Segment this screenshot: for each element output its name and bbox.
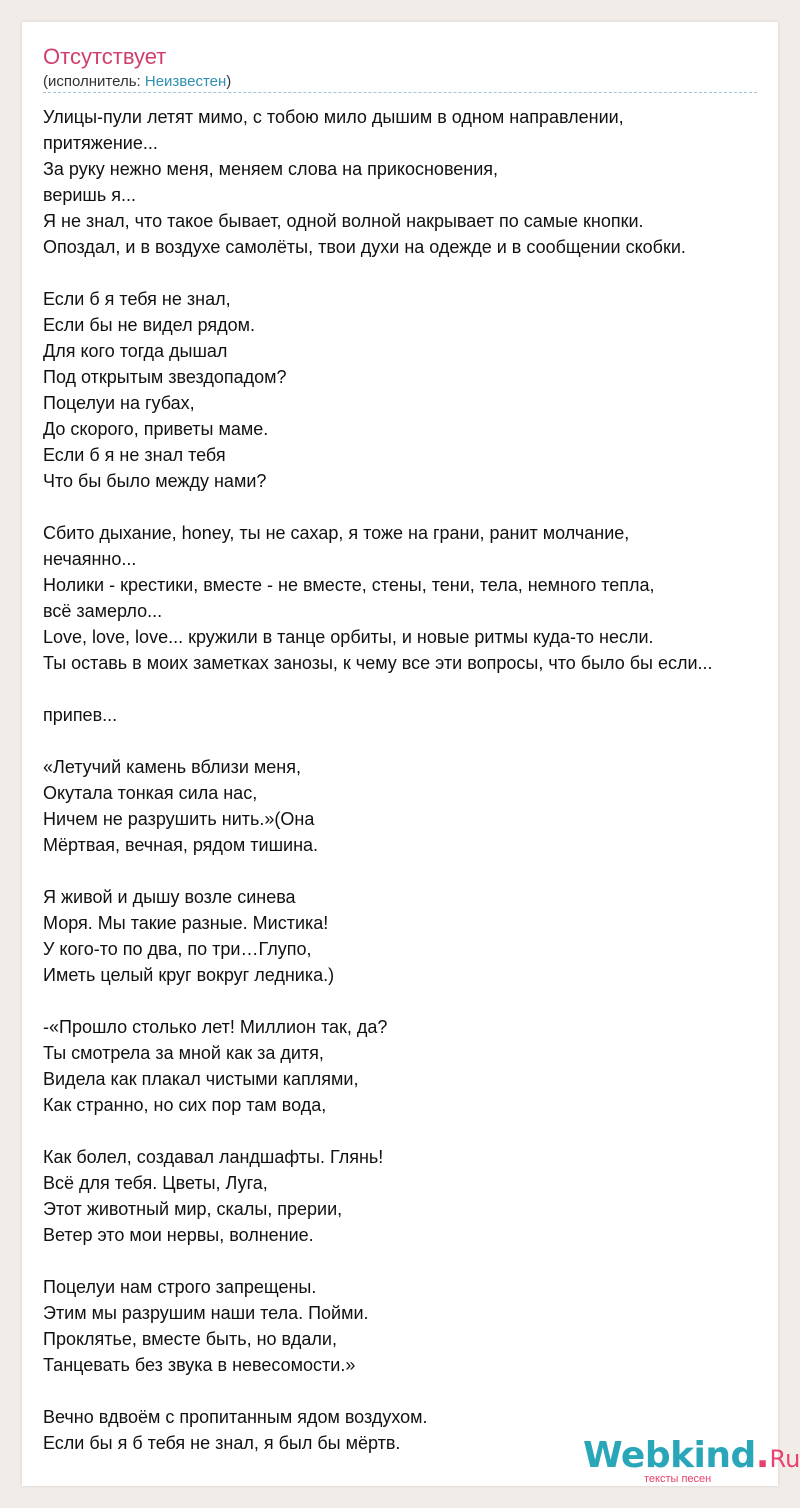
- lyrics-line: Окутала тонкая сила нас,: [43, 783, 258, 803]
- lyrics-line: Проклятье, вместе быть, но вдали,: [43, 1329, 337, 1349]
- lyrics-blank-line: [43, 260, 713, 286]
- lyrics-line: Если б я тебя не знал,: [43, 289, 231, 309]
- lyrics-line: Как болел, создавал ландшафты. Глянь!: [43, 1147, 384, 1167]
- lyrics-blank-line: [43, 728, 713, 754]
- song-title: Отсутствует: [43, 44, 167, 69]
- lyrics-blank-line: [43, 494, 713, 520]
- lyrics-line: За руку нежно меня, меняем слова на прикосновения,: [43, 159, 499, 179]
- lyrics-line: Опоздал, и в воздухе самолёты, твои духи на одежде и в сообщении скобки.: [43, 237, 686, 257]
- lyrics-line: Ты оставь в моих заметках занозы, к чему все эти вопросы, что было бы если...: [43, 653, 713, 673]
- lyrics-line: Я не знал, что такое бывает, одной волной накрывает по самые кнопки.: [43, 211, 644, 231]
- lyrics-blank-line: [43, 676, 713, 702]
- lyrics-line: Поцелуи на губах,: [43, 393, 195, 413]
- lyrics-line: Ничем не разрушить нить.»(Она: [43, 809, 315, 829]
- lyrics-blank-line: [43, 1248, 713, 1274]
- lyrics-line: всё замерло...: [43, 601, 163, 621]
- artist-suffix: ): [226, 73, 232, 90]
- lyrics-line: Вечно вдвоём с пропитанным ядом воздухом.: [43, 1407, 428, 1427]
- lyrics-line: Если бы не видел рядом.: [43, 315, 256, 335]
- lyrics-blank-line: [43, 1118, 713, 1144]
- lyrics-line: притяжение...: [43, 133, 158, 153]
- lyrics-line: Улицы-пули летят мимо, с тобою мило дышим в одном направлении,: [43, 107, 624, 127]
- lyrics-line: веришь я...: [43, 185, 137, 205]
- lyrics-line: Я живой и дышу возле синева: [43, 887, 296, 907]
- lyrics-line: припев...: [43, 705, 118, 725]
- lyrics-line: Этим мы разрушим наши тела. Пойми.: [43, 1303, 369, 1323]
- lyrics-line: Сбито дыхание, honey, ты не сахар, я тоже на грани, ранит молчание,: [43, 523, 630, 543]
- artist-prefix: (исполнитель:: [43, 73, 145, 90]
- lyrics-blank-line: [43, 988, 713, 1014]
- lyrics-line: Иметь целый круг вокруг ледника.): [43, 965, 335, 985]
- lyrics-line: Всё для тебя. Цветы, Луга,: [43, 1173, 268, 1193]
- webkind-logo[interactable]: [583, 1435, 800, 1476]
- lyrics-line: -«Прошло столько лет! Миллион так, да?: [43, 1017, 388, 1037]
- lyrics-line: До скорого, приветы маме.: [43, 419, 269, 439]
- header-divider: [43, 92, 757, 93]
- lyrics-line: Если бы я б тебя не знал, я был бы мёртв.: [43, 1433, 401, 1453]
- lyrics-line: Моря. Мы такие разные. Мистика!: [43, 913, 329, 933]
- lyrics-line: Ты смотрела за мной как за дитя,: [43, 1043, 324, 1063]
- lyrics-line: Для кого тогда дышал: [43, 341, 228, 361]
- artist-line: [43, 73, 231, 91]
- lyrics-line: Мёртвая, вечная, рядом тишина.: [43, 835, 319, 855]
- lyrics-line: Поцелуи нам строго запрещены.: [43, 1277, 317, 1297]
- lyrics-line: Ветер это мои нервы, волнение.: [43, 1225, 314, 1245]
- logo-brand: Webkind: [583, 1435, 756, 1476]
- lyrics-text: [43, 104, 713, 1456]
- lyrics-line: Нолики - крестики, вместе - не вместе, стены, тени, тела, немного тепла,: [43, 575, 655, 595]
- lyrics-line: Если б я не знал тебя: [43, 445, 226, 465]
- lyrics-blank-line: [43, 858, 713, 884]
- lyrics-line: Как странно, но сих пор там вода,: [43, 1095, 327, 1115]
- lyrics-line: У кого-то по два, по три…Глупо,: [43, 939, 312, 959]
- lyrics-line: Love, love, love... кружили в танце орбиты, и новые ритмы куда-то несли.: [43, 627, 654, 647]
- lyrics-line: нечаянно...: [43, 549, 137, 569]
- lyrics-line: «Летучий камень вблизи меня,: [43, 757, 301, 777]
- lyrics-line: Видела как плакал чистыми каплями,: [43, 1069, 359, 1089]
- lyrics-line: Что бы было между нами?: [43, 471, 267, 491]
- lyrics-blank-line: [43, 1378, 713, 1404]
- logo-tld: Ru: [769, 1445, 800, 1473]
- lyrics-line: Этот животный мир, скалы, прерии,: [43, 1199, 343, 1219]
- lyrics-line: Под открытым звездопадом?: [43, 367, 287, 387]
- lyrics-line: Танцевать без звука в невесомости.»: [43, 1355, 356, 1375]
- logo-dot: .: [755, 1435, 770, 1476]
- artist-link[interactable]: Неизвестен: [144, 73, 227, 90]
- logo-tagline: тексты песен: [644, 1473, 712, 1485]
